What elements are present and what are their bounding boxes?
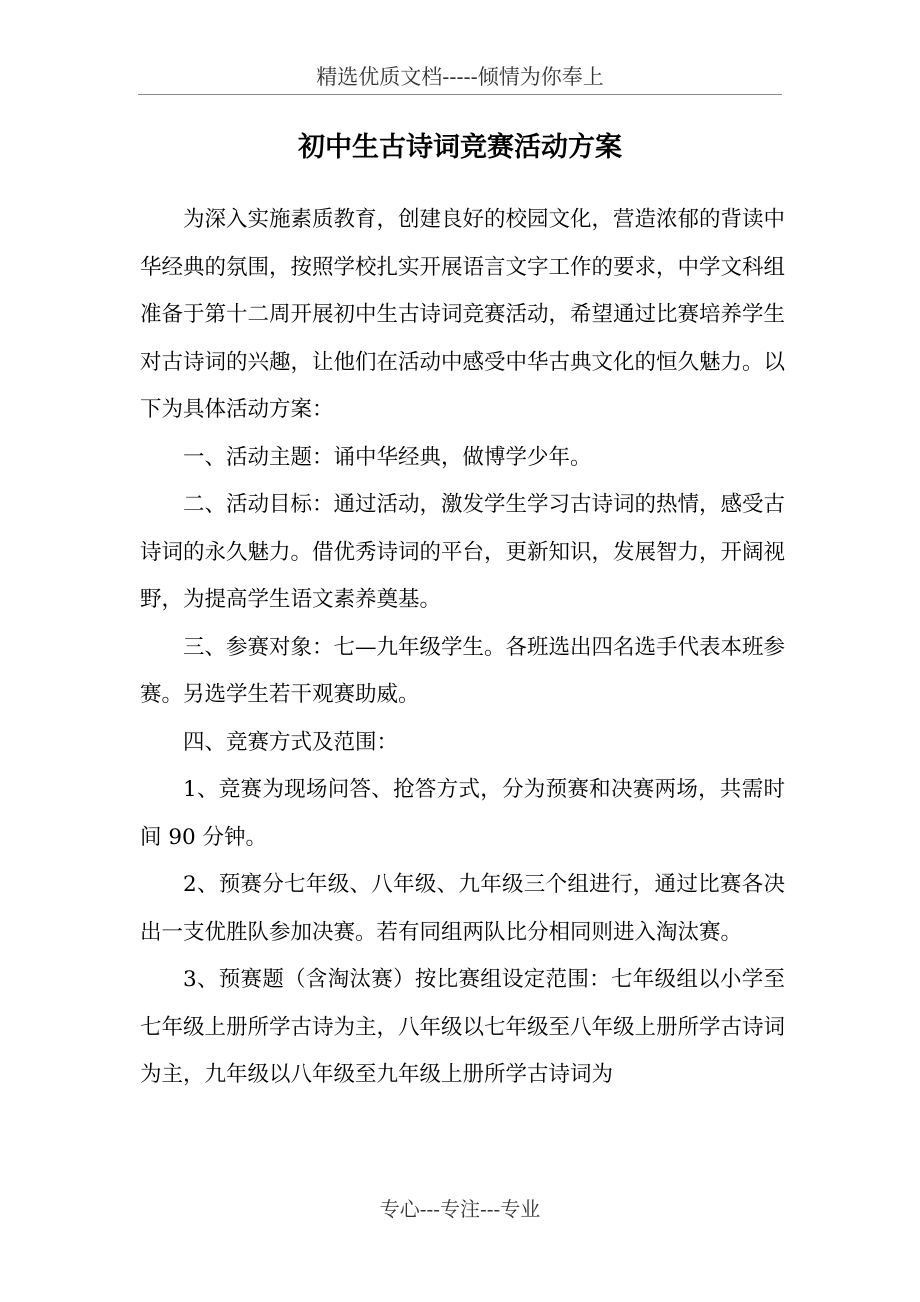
section-participants: 三、参赛对象：七—九年级学生。各班选出四名选手代表本班参赛。另选学生若干观赛助威。 <box>140 634 786 707</box>
section-theme: 一、活动主题：诵中华经典，做博学少年。 <box>183 444 592 470</box>
section-format-heading: 四、竞赛方式及范围： <box>183 729 399 755</box>
format-item-2: 2、预赛分七年级、八年级、九年级三个组进行，通过比赛各决出一支优胜队参加决赛。若有同组两队比分相同则进入淘汰赛。 <box>140 872 785 945</box>
header-divider <box>138 94 782 95</box>
format-item-3: 3、预赛题（含淘汰赛）按比赛组设定范围：七年级组以小学至七年级上册所学古诗为主，八年级以七年级至八年级上册所学古诗词为主，九年级以八年级至九年级上册所学古诗词为 <box>140 967 786 1087</box>
page-footer: 专心---专注---专业 <box>379 1197 541 1221</box>
section-goal: 二、活动目标：通过活动，激发学生学习古诗词的热情，感受古诗词的永久魅力。借优秀诗词的平台，更新知识，发展智力，开阔视野，为提高学生语文素养奠基。 <box>140 492 786 612</box>
document-title: 初中生古诗词竞赛活动方案 <box>298 132 622 163</box>
document-body <box>140 196 785 1099</box>
format-item-1: 1、竞赛为现场问答、抢答方式，分为预赛和决赛两场，共需时间 90 分钟。 <box>140 777 785 850</box>
intro-paragraph: 为深入实施素质教育，创建良好的校园文化，营造浓郁的背读中华经典的氛围，按照学校扎实开展语言文字工作的要求，中学文科组准备于第十二周开展初中生古诗词竞赛活动，希望通过比赛培养学生对古诗词的兴趣，让他们在活动中感受中华古典文化的恒久魅力。以下为具体活动方案： <box>140 207 786 422</box>
page-header: 精选优质文档-----倾情为你奉上 <box>316 65 604 89</box>
